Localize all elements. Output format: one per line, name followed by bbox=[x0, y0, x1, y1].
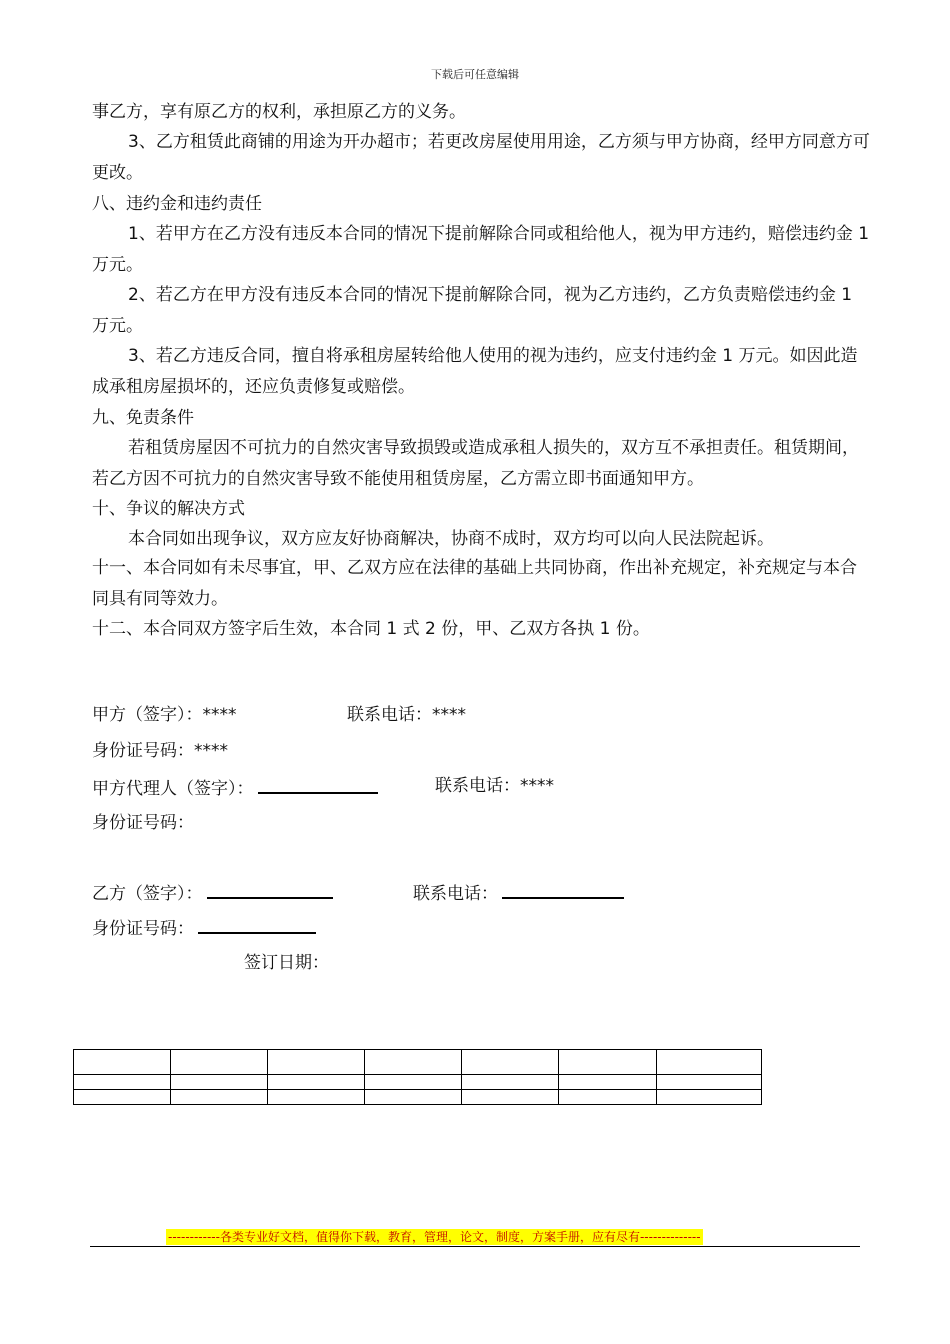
clause-12: 十二、本合同双方签字后生效，本合同 1 式 2 份，甲、乙双方各执 1 份。 bbox=[92, 619, 650, 639]
party-a-id-value: **** bbox=[194, 741, 228, 761]
table-cell bbox=[657, 1075, 762, 1090]
empty-table bbox=[73, 1049, 762, 1105]
clause-10: 本合同如出现争议，双方应友好协商解决，协商不成时，双方均可以向人民法院起诉。 bbox=[128, 529, 774, 549]
table-cell bbox=[74, 1050, 171, 1075]
footer-divider bbox=[90, 1246, 860, 1247]
party-a-id-label: 身份证号码： bbox=[92, 741, 194, 761]
table-cell bbox=[74, 1090, 171, 1105]
table-cell bbox=[462, 1090, 559, 1105]
party-b-id-line bbox=[92, 914, 316, 941]
footer-banner: ------------各类专业好文档，值得你下载，教育，管理，论文，制度，方案手册，应有尽有-------------- bbox=[168, 1230, 701, 1244]
heading-section-8: 八、违约金和违约责任 bbox=[92, 194, 262, 214]
clause-8-1: 1、若甲方在乙方没有违反本合同的情况下提前解除合同或租给他人，视为甲方违约，赔偿违约金 1 万元。 bbox=[92, 224, 870, 275]
agent-phone-value: **** bbox=[520, 776, 554, 796]
party-a-id-line bbox=[92, 739, 228, 763]
table-cell bbox=[559, 1075, 657, 1090]
clause-8-2: 2、若乙方在甲方没有违反本合同的情况下提前解除合同，视为乙方违约，乙方负责赔偿违约金 1 万元。 bbox=[92, 285, 853, 336]
table-cell bbox=[462, 1075, 559, 1090]
table-cell bbox=[267, 1090, 364, 1105]
sign-date-line bbox=[244, 951, 329, 975]
table-row bbox=[74, 1075, 762, 1090]
table-cell bbox=[170, 1050, 267, 1075]
party-b-phone-label: 联系电话： bbox=[413, 884, 498, 904]
agent-id-line bbox=[92, 811, 194, 835]
table-cell bbox=[657, 1090, 762, 1105]
table-cell bbox=[267, 1050, 364, 1075]
agent-sign-blank[interactable] bbox=[258, 774, 378, 794]
table-cell bbox=[364, 1075, 462, 1090]
party-b-sign-blank[interactable] bbox=[207, 879, 333, 899]
party-b-sign-line bbox=[92, 879, 333, 906]
sign-date-label: 签订日期： bbox=[244, 953, 329, 973]
party-a-phone-label: 联系电话： bbox=[347, 705, 432, 725]
agent-phone-line bbox=[435, 774, 554, 798]
table-cell bbox=[657, 1050, 762, 1075]
party-b-phone-blank[interactable] bbox=[502, 879, 624, 899]
table-cell bbox=[74, 1075, 171, 1090]
agent-phone-label: 联系电话： bbox=[435, 776, 520, 796]
clause-7-3: 3、乙方租赁此商铺的用途为开办超市；若更改房屋使用用途，乙方须与甲方协商，经甲方同意方可更改。 bbox=[92, 132, 870, 183]
party-a-phone-line bbox=[347, 703, 466, 727]
clause-11: 十一、本合同如有未尽事宜，甲、乙双方应在法律的基础上共同协商，作出补充规定，补充规定与本合同具有同等效力。 bbox=[92, 558, 857, 609]
party-a-sign-line bbox=[92, 703, 237, 727]
table-cell bbox=[364, 1050, 462, 1075]
agent-sign-line bbox=[92, 774, 378, 801]
party-b-phone-line bbox=[413, 879, 624, 906]
table-row bbox=[74, 1090, 762, 1105]
party-b-sign-label: 乙方（签字）： bbox=[92, 884, 203, 904]
heading-section-9: 九、免责条件 bbox=[92, 408, 194, 428]
party-a-phone-value: **** bbox=[432, 705, 466, 725]
party-b-id-blank[interactable] bbox=[198, 914, 316, 934]
table-cell bbox=[559, 1050, 657, 1075]
table-cell bbox=[559, 1090, 657, 1105]
table-row bbox=[74, 1050, 762, 1075]
table-cell bbox=[170, 1075, 267, 1090]
table-cell bbox=[364, 1090, 462, 1105]
table-cell bbox=[267, 1075, 364, 1090]
party-b-id-label: 身份证号码： bbox=[92, 919, 194, 939]
table-cell bbox=[170, 1090, 267, 1105]
agent-sign-label: 甲方代理人（签字）： bbox=[92, 779, 254, 799]
page-header: 下载后可任意编辑 bbox=[431, 68, 519, 81]
party-a-sign-value: **** bbox=[202, 705, 237, 725]
clause-9: 若租赁房屋因不可抗力的自然灾害导致损毁或造成承租人损失的，双方互不承担责任。租赁期间，若乙方因不可抗力的自然灾害导致不能使用租赁房屋，乙方需立即书面通知甲方。 bbox=[92, 438, 859, 489]
clause-8-3: 3、若乙方违反合同，擅自将承租房屋转给他人使用的视为违约，应支付违约金 1 万元。如因此造成承租房屋损坏的，还应负责修复或赔偿。 bbox=[92, 346, 858, 397]
heading-section-10: 十、争议的解决方式 bbox=[92, 499, 245, 519]
agent-id-label: 身份证号码： bbox=[92, 813, 194, 833]
party-a-sign-label: 甲方（签字）： bbox=[92, 705, 203, 725]
paragraph-continuation: 事乙方，享有原乙方的权利，承担原乙方的义务。 bbox=[92, 102, 466, 122]
table-cell bbox=[462, 1050, 559, 1075]
